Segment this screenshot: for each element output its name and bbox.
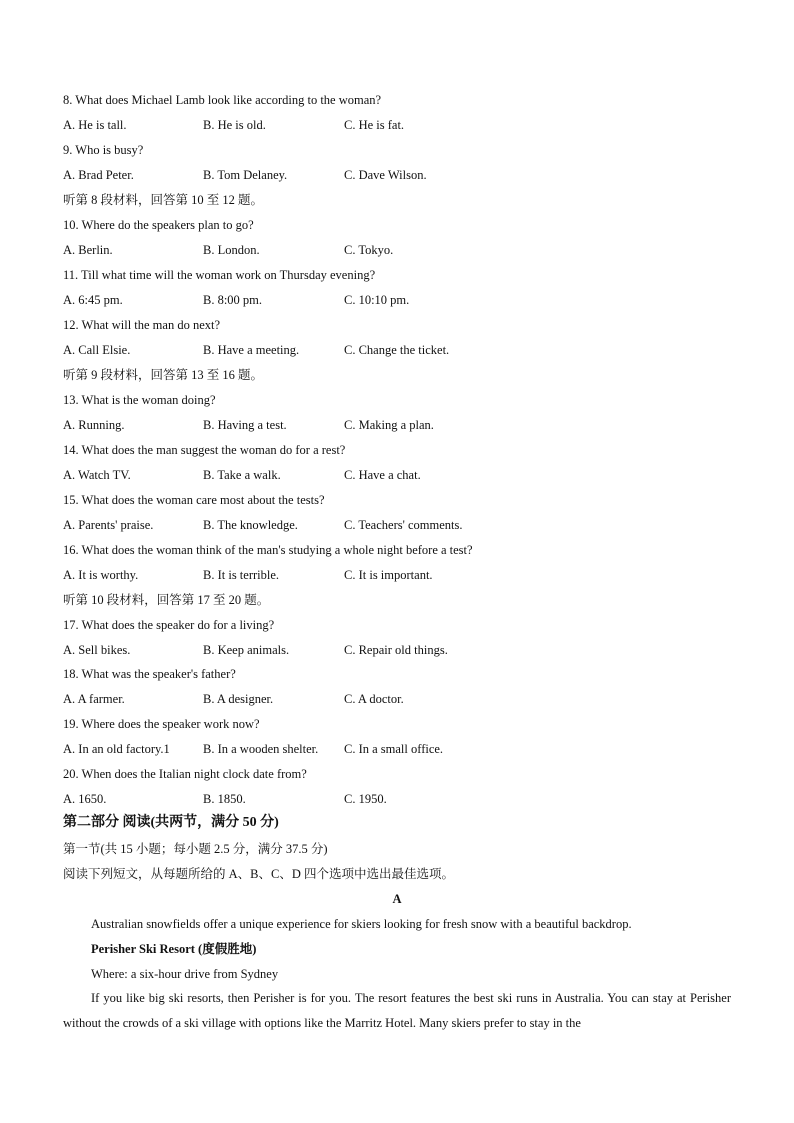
q14-option-c: C. Have a chat. <box>344 468 421 482</box>
passage-label: A <box>392 892 402 906</box>
question-19: 19. Where does the speaker work now? <box>63 717 260 731</box>
question-8: 8. What does Michael Lamb look like according to the woman? <box>63 93 382 107</box>
q8-option-a: A. He is tall. <box>63 118 127 132</box>
q20-option-a: A. 1650. <box>63 792 107 806</box>
q13-option-c: C. Making a plan. <box>344 418 434 432</box>
q11-option-a: A. 6:45 pm. <box>63 293 123 307</box>
q19-option-a: A. In an old factory.1 <box>63 742 170 756</box>
q15-option-a: A. Parents' praise. <box>63 518 154 532</box>
section-one-heading: 第一节(共 15 小题；每小题 2.5 分，满分 37.5 分) <box>63 842 328 856</box>
q10-option-a: A. Berlin. <box>63 243 113 257</box>
q9-option-c: C. Dave Wilson. <box>344 168 427 182</box>
listening-instruction-10: 听第 10 段材料，回答第 17 至 20 题。 <box>63 593 270 607</box>
question-11: 11. Till what time will the woman work on Thursday evening? <box>63 268 376 282</box>
q14-option-b: B. Take a walk. <box>203 468 281 482</box>
part-two-title: 第二部分 阅读(共两节，满分 50 分) <box>63 815 279 830</box>
resort-paragraph-text: If you like big ski resorts, then Perisher is for you. The resort features the best ski runs in Australia. You can stay at Perisher without the crowds of a ski village with options like the Marritz Hotel. Many skiers prefer to stay in the <box>63 991 731 1030</box>
q17-option-b: B. Keep animals. <box>203 643 290 657</box>
resort-paragraph <box>63 986 731 1036</box>
q12-option-b: B. Have a meeting. <box>203 343 300 357</box>
q13-option-a: A. Running. <box>63 418 125 432</box>
listening-instruction-8: 听第 8 段材料，回答第 10 至 12 题。 <box>63 193 264 207</box>
question-10: 10. Where do the speakers plan to go? <box>63 218 254 232</box>
q11-option-c: C. 10:10 pm. <box>344 293 410 307</box>
q20-option-b: B. 1850. <box>203 792 246 806</box>
q10-option-c: C. Tokyo. <box>344 243 394 257</box>
question-14: 14. What does the man suggest the woman do for a rest? <box>63 443 346 457</box>
q13-option-b: B. Having a test. <box>203 418 287 432</box>
q14-option-a: A. Watch TV. <box>63 468 131 482</box>
q19-option-b: B. In a wooden shelter. <box>203 742 319 756</box>
q12-option-a: A. Call Elsie. <box>63 343 131 357</box>
question-9: 9. Who is busy? <box>63 143 144 157</box>
question-15: 15. What does the woman care most about the tests? <box>63 493 325 507</box>
q9-option-b: B. Tom Delaney. <box>203 168 288 182</box>
question-12: 12. What will the man do next? <box>63 318 221 332</box>
passage-intro: Australian snowfields offer a unique experience for skiers looking for fresh snow with a beautiful backdrop. <box>91 917 632 931</box>
q9-option-a: A. Brad Peter. <box>63 168 134 182</box>
q15-option-c: C. Teachers' comments. <box>344 518 463 532</box>
q11-option-b: B. 8:00 pm. <box>203 293 263 307</box>
question-16: 16. What does the woman think of the man's studying a whole night before a test? <box>63 543 473 557</box>
question-13: 13. What is the woman doing? <box>63 393 216 407</box>
q17-option-c: C. Repair old things. <box>344 643 448 657</box>
listening-instruction-9: 听第 9 段材料，回答第 13 至 16 题。 <box>63 368 264 382</box>
q19-option-c: C. In a small office. <box>344 742 444 756</box>
question-20: 20. When does the Italian night clock date from? <box>63 767 307 781</box>
q18-option-a: A. A farmer. <box>63 692 125 706</box>
q20-option-c: C. 1950. <box>344 792 387 806</box>
question-18: 18. What was the speaker's father? <box>63 667 236 681</box>
reading-instruction: 阅读下列短文，从每题所给的 A、B、C、D 四个选项中选出最佳选项。 <box>63 867 454 881</box>
q8-option-b: B. He is old. <box>203 118 266 132</box>
q16-option-a: A. It is worthy. <box>63 568 139 582</box>
q16-option-c: C. It is important. <box>344 568 433 582</box>
question-17: 17. What does the speaker do for a living? <box>63 618 275 632</box>
q18-option-c: C. A doctor. <box>344 692 404 706</box>
q12-option-c: C. Change the ticket. <box>344 343 450 357</box>
q17-option-a: A. Sell bikes. <box>63 643 131 657</box>
q8-option-c: C. He is fat. <box>344 118 405 132</box>
q15-option-b: B. The knowledge. <box>203 518 298 532</box>
resort-location: Where: a six-hour drive from Sydney <box>91 967 279 981</box>
q10-option-b: B. London. <box>203 243 260 257</box>
q18-option-b: B. A designer. <box>203 692 274 706</box>
resort-heading: Perisher Ski Resort (度假胜地) <box>91 942 257 956</box>
q16-option-b: B. It is terrible. <box>203 568 280 582</box>
